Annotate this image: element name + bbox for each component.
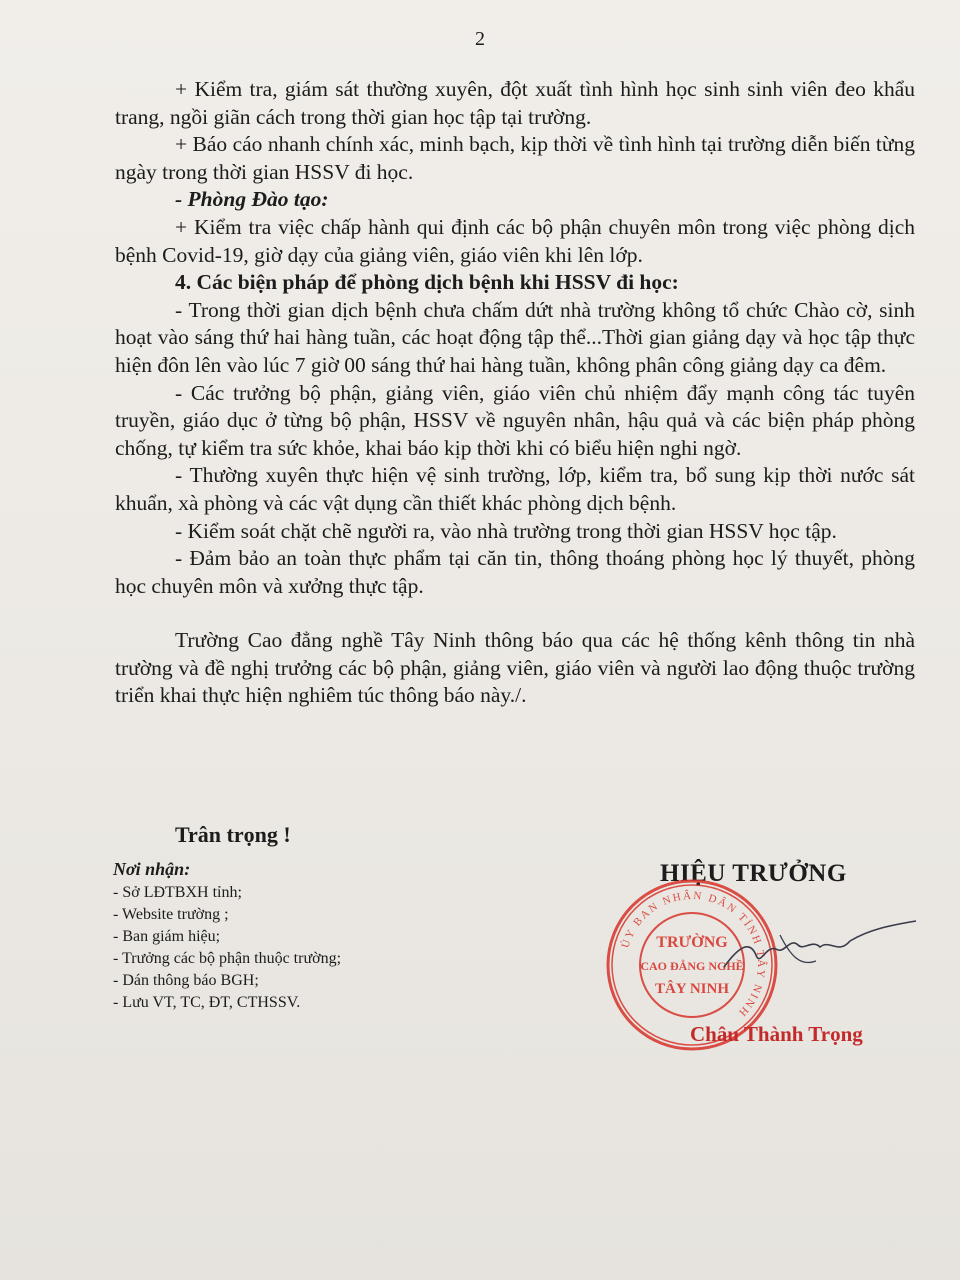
handwritten-signature-icon: [720, 915, 920, 985]
recipient-item: - Website trường ;: [113, 906, 229, 923]
document-body: [115, 76, 915, 710]
signer-title: HIỆU TRƯỞNG: [660, 860, 847, 887]
paragraph: + Kiểm tra việc chấp hành qui định các bộ phận chuyên môn trong việc phòng dịch bệnh Covid-19, giờ dạy của giảng viên, giáo viên khi lên lớp.: [115, 214, 915, 267]
recipient-item: - Trưởng các bộ phận thuộc trường;: [113, 950, 342, 967]
recipient-item: - Ban giám hiệu;: [113, 928, 221, 945]
section-subheading: - Phòng Đào tạo:: [175, 187, 329, 212]
seal-ring-text: ỦY BAN NHÂN DÂN TỈNH TÂY NINH: [619, 889, 768, 1020]
paragraph: - Các trưởng bộ phận, giảng viên, giáo viên chủ nhiệm đẩy mạnh công tác tuyên truyền, giáo dục ở từng bộ phận, HSSV về nguyên nhân, hậu quả và các biện pháp phòng chống, tự kiểm tra sức khỏe, khai báo kịp thời khi có biểu hiện nghi ngờ.: [115, 380, 915, 460]
recipients-block: [113, 858, 341, 1014]
seal-line-1: TRƯỜNG: [656, 934, 728, 951]
signer-name: Châu Thành Trọng: [690, 1022, 863, 1046]
section-heading: 4. Các biện pháp để phòng dịch bệnh khi HSSV đi học:: [175, 270, 679, 295]
recipient-item: - Sở LĐTBXH tỉnh;: [113, 884, 242, 901]
paragraph: - Đảm bảo an toàn thực phẩm tại căn tin, thông thoáng phòng học lý thuyết, phòng học chuyên môn và xưởng thực tập.: [115, 546, 915, 598]
recipients-title: Nơi nhận:: [113, 859, 191, 879]
paragraph: Trường Cao đẳng nghề Tây Ninh thông báo qua các hệ thống kênh thông tin nhà trường và đề nghị trưởng các bộ phận, giảng viên, giáo viên và người lao động thuộc trường triển khai thực hiện nghiêm túc thông báo này./.: [115, 628, 915, 708]
paragraph: - Kiểm soát chặt chẽ người ra, vào nhà trường trong thời gian HSSV học tập.: [175, 518, 837, 543]
closing-greeting: Trân trọng !: [175, 822, 291, 847]
paragraph: + Báo cáo nhanh chính xác, minh bạch, kịp thời về tình hình tại trường diễn biến từng ngày trong thời gian HSSV đi học.: [115, 132, 915, 184]
page-number: 2: [475, 28, 485, 50]
recipients-list: [113, 882, 341, 1014]
recipient-item: - Dán thông báo BGH;: [113, 972, 259, 989]
recipient-item: - Lưu VT, TC, ĐT, CTHSSV.: [113, 994, 301, 1011]
paragraph: - Trong thời gian dịch bệnh chưa chấm dứt nhà trường không tổ chức Chào cờ, sinh hoạt vào sáng thứ hai hàng tuần, các hoạt động tập thể...Thời gian giảng dạy và học tập thực hiện đôn lên vào lúc 7 giờ 00 sáng thứ hai hàng tuần, không phân công giảng dạy ca đêm.: [115, 297, 915, 377]
seal-line-3: TÂY NINH: [654, 981, 730, 997]
paragraph: + Kiểm tra, giám sát thường xuyên, đột xuất tình hình học sinh sinh viên đeo khẩu trang, ngồi giãn cách trong thời gian học tập tại trường.: [115, 77, 915, 129]
paragraph: - Thường xuyên thực hiện vệ sinh trường, lớp, kiểm tra, bổ sung kịp thời nước sát khuẩn, xà phòng và các vật dụng cần thiết khác phòng dịch bệnh.: [115, 463, 915, 515]
seal-line-2: CAO ĐẲNG NGHỀ: [640, 959, 744, 973]
